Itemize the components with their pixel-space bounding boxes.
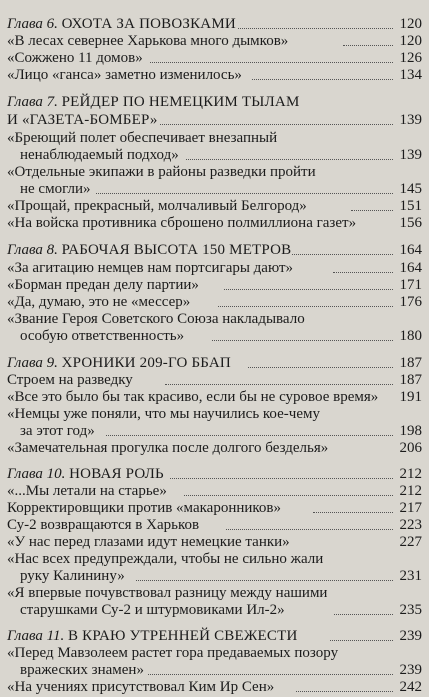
entry-title-continued: старушками Су-2 и штурмовиками Ил-2» [20,602,285,618]
dot-leader [186,159,393,160]
dot-leader [296,691,393,692]
entry-title: «За агитацию немцев нам портсигары дают» [7,260,294,276]
dot-leader [252,79,393,80]
entry-title: «На войска противника сброшено полмиллиона газет» [7,215,357,231]
entry-title: «Нас всех предупреждали, чтобы не сильно жали [7,551,324,567]
dot-leader [170,478,393,479]
page-number: 120 [399,33,422,49]
toc-entry-cont [0,326,429,346]
chapter-title: НОВАЯ РОЛЬ [69,466,164,482]
page-number: 187 [399,372,422,388]
entry-title: «Перед Мавзолеем растет гора предаваемых позору [7,645,339,661]
chapter-number: Глава 8. [7,242,58,258]
dot-leader [106,435,393,436]
toc-chapter-8 [0,240,429,260]
page-number: 151 [399,198,422,214]
dot-leader [224,289,393,290]
page-number: 231 [399,568,422,584]
entry-title-continued: не смогли» [20,181,91,197]
page-number: 145 [399,181,422,197]
dot-leader [96,193,393,194]
entry-title: Строем на разведку [7,372,133,388]
chapter-title: РЕЙДЕР ПО НЕМЕЦКИМ ТЫЛАМ [61,94,300,110]
page-number: 217 [399,500,422,516]
chapter-title-continued: И «ГАЗЕТА-БОМБЕР» [7,112,158,128]
dot-leader [218,306,393,307]
entry-title: «Сожжено 11 домов» [7,50,143,66]
toc-entry-cont [0,600,429,620]
dot-leader [334,614,393,615]
entry-title: «Лицо «ганса» заметно изменилось» [7,67,242,83]
entry-title: «Немцы уже поняли, что мы научились кое-чему [7,406,320,422]
page-number: 126 [399,50,422,66]
toc-entry [0,213,429,233]
entry-title-continued: руку Калинину» [20,568,125,584]
page-number: 239 [399,628,422,644]
entry-title-continued: вражеских знамен» [20,662,144,678]
toc-entry [0,65,429,85]
page-number: 164 [399,242,422,258]
dot-leader [226,529,393,530]
entry-title: «На учениях присутствовал Ким Ир Сен» [7,679,275,695]
entry-title: «Бреющий полет обеспечивает внезапный [7,130,278,146]
page-number: 191 [399,389,422,405]
dot-leader [184,495,393,496]
page-number: 198 [399,423,422,439]
toc-entry [0,677,429,697]
dot-leader [165,384,393,385]
entry-title: «Звание Героя Советского Союза накладывало [7,311,305,327]
entry-title: «Все это было бы так красиво, если бы не суровое время» [7,389,379,405]
entry-title: «Я впервые почувствовал разницу между нашими [7,585,328,601]
entry-title-continued: особую ответственность» [20,328,185,344]
page-number: 139 [399,112,422,128]
dot-leader [160,124,393,125]
entry-title: «В лесах севернее Харькова много дымков» [7,33,289,49]
page-number: 212 [399,483,422,499]
toc-entry [0,438,429,458]
page-number: 164 [399,260,422,276]
chapter-title: ОХОТА ЗА ПОВОЗКАМИ [61,16,236,32]
chapter-number: Глава 10. [7,466,66,482]
entry-title: «...Мы летали на старье» [7,483,167,499]
dot-leader [343,45,393,46]
toc-chapter-7-cont [0,110,429,130]
toc-chapter-7 [0,92,429,112]
page-number: 239 [399,662,422,678]
page-number: 235 [399,602,422,618]
chapter-number: Глава 11. [7,628,65,644]
chapter-title: В КРАЮ УТРЕННЕЙ СВЕЖЕСТИ [68,628,298,644]
page-number: 212 [399,466,422,482]
page-number: 139 [399,147,422,163]
chapter-heading [7,92,300,112]
chapter-heading [7,240,291,260]
page-number: 187 [399,355,422,371]
dot-leader [351,210,393,211]
page-number: 134 [399,67,422,83]
entry-title: «Замечательная прогулка после долгого безделья» [7,440,329,456]
page-number: 242 [399,679,422,695]
entry-title: «Отдельные экипажи в районы разведки пройти [7,164,316,180]
page-number: 206 [399,440,422,456]
chapter-title: ХРОНИКИ 209-ГО ББАП [61,355,231,371]
dot-leader [248,367,393,368]
entry-title: Су-2 возвращаются в Харьков [7,517,200,533]
chapter-number: Глава 7. [7,94,58,110]
dot-leader [212,340,393,341]
dot-leader [333,272,393,273]
page-number: 120 [399,16,422,32]
dot-leader [136,580,393,581]
dot-leader [238,28,393,29]
entry-title: «Да, думаю, это не «мессер» [7,294,191,310]
chapter-title: РАБОЧАЯ ВЫСОТА 150 МЕТРОВ [61,242,292,258]
page-number: 156 [399,215,422,231]
dot-leader [292,254,393,255]
entry-title: Корректировщики против «макаронников» [7,500,282,516]
dot-leader [313,512,393,513]
entry-title-continued: ненаблюдаемый подход» [20,147,179,163]
page-number: 171 [399,277,422,293]
dot-leader [330,640,393,641]
entry-title: «Прощай, прекрасный, молчаливый Белгород» [7,198,307,214]
page-number: 227 [399,534,422,550]
page-number: 176 [399,294,422,310]
dot-leader [150,62,393,63]
page-number: 223 [399,517,422,533]
chapter-number: Глава 9. [7,355,58,371]
entry-title: «Борман предан делу партии» [7,277,199,293]
dot-leader [148,674,393,675]
entry-title-continued: за этот год» [20,423,95,439]
entry-title: «У нас перед глазами идут немецкие танки» [7,534,290,550]
chapter-number: Глава 6. [7,16,58,32]
page-number: 180 [399,328,422,344]
